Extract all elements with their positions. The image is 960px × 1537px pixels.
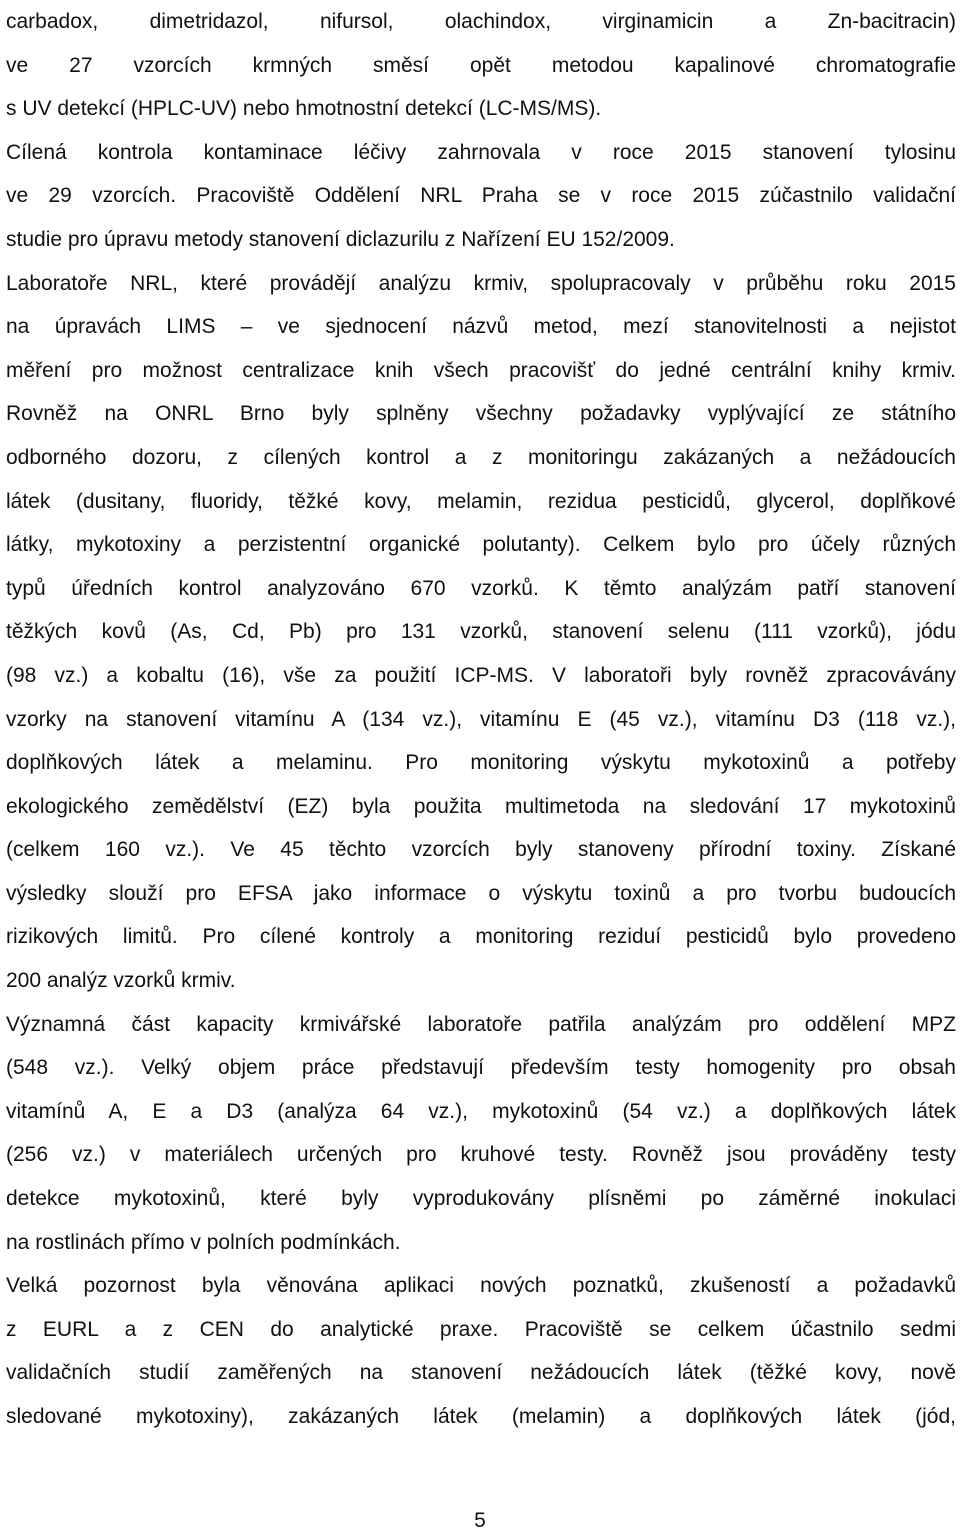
text-line: látky, mykotoxiny a perzistentní organické polutanty). Celkem bylo pro účely různých — [6, 533, 956, 557]
text-line: s UV detekcí (HPLC-UV) nebo hmotnostní detekcí (LC-MS/MS). — [6, 97, 602, 121]
text-line: Velká pozornost byla věnována aplikaci nových poznatků, zkušeností a požadavků — [6, 1274, 956, 1298]
text-line: Laboratoře NRL, které provádějí analýzu krmiv, spolupracovaly v průběhu roku 2015 — [6, 271, 956, 295]
body-text — [6, 0, 956, 1439]
text-line: ve 29 vzorcích. Pracoviště Oddělení NRL Praha se v roce 2015 zúčastnilo validační — [6, 184, 956, 208]
text-line: odborného dozoru, z cílených kontrol a z monitoringu zakázaných a nežádoucích — [6, 445, 956, 469]
text-line: Cílená kontrola kontaminace léčivy zahrnovala v roce 2015 stanovení tylosinu — [6, 140, 956, 164]
text-line: látek (dusitany, fluoridy, těžké kovy, melamin, rezidua pesticidů, glycerol, doplňkové — [6, 489, 956, 513]
text-line: (celkem 160 vz.). Ve 45 těchto vzorcích byly stanoveny přírodní toxiny. Získané — [6, 838, 956, 862]
text-line: sledované mykotoxiny), zakázaných látek (melamin) a doplňkových látek (jód, — [6, 1405, 956, 1428]
page-number: 5 — [474, 1509, 486, 1532]
text-line: studie pro úpravu metody stanovení diclazurilu z Nařízení EU 152/2009. — [6, 227, 675, 251]
text-line: rizikových limitů. Pro cílené kontroly a monitoring reziduí pesticidů bylo provedeno — [6, 925, 956, 949]
text-line: těžkých kovů (As, Cd, Pb) pro 131 vzorků, stanovení selenu (111 vzorků), jódu — [6, 620, 956, 644]
text-line: detekce mykotoxinů, které byly vyprodukovány plísněmi po záměrné inokulaci — [6, 1187, 956, 1211]
text-line: výsledky slouží pro EFSA jako informace o výskytu toxinů a pro tvorbu budoucích — [6, 881, 956, 905]
text-line: validačních studií zaměřených na stanovení nežádoucích látek (těžké kovy, nově — [6, 1361, 956, 1385]
text-line: typů úředních kontrol analyzováno 670 vzorků. K těmto analýzám patří stanovení — [6, 576, 956, 600]
text-line: Rovněž na ONRL Brno byly splněny všechny požadavky vyplývající ze státního — [6, 402, 956, 426]
text-line: na úpravách LIMS – ve sjednocení názvů metod, mezí stanovitelnosti a nejistot — [6, 315, 956, 339]
text-line: vitamínů A, E a D3 (analýza 64 vz.), mykotoxinů (54 vz.) a doplňkových látek — [6, 1099, 956, 1123]
text-line: vzorky na stanovení vitamínu A (134 vz.), vitamínu E (45 vz.), vitamínu D3 (118 vz.), — [6, 707, 956, 731]
text-line: ekologického zemědělství (EZ) byla použita multimetoda na sledování 17 mykotoxinů — [6, 794, 956, 818]
text-line: doplňkových látek a melaminu. Pro monitoring výskytu mykotoxinů a potřeby — [6, 751, 956, 775]
text-line: (98 vz.) a kobaltu (16), vše za použití ICP-MS. V laboratoři byly rovněž zpracovávány — [6, 663, 956, 687]
text-line: (256 vz.) v materiálech určených pro kruhové testy. Rovněž jsou prováděny testy — [6, 1143, 956, 1167]
text-line: Významná část kapacity krmivářské laboratoře patřila analýzám pro oddělení MPZ — [6, 1012, 956, 1036]
text-line: na rostlinách přímo v polních podmínkách. — [6, 1230, 401, 1254]
text-line: 200 analýz vzorků krmiv. — [6, 969, 236, 993]
text-line: z EURL a z CEN do analytické praxe. Pracoviště se celkem účastnilo sedmi — [6, 1317, 956, 1341]
text-line: (548 vz.). Velký objem práce představují především testy homogenity pro obsah — [6, 1056, 956, 1080]
text-line: ve 27 vzorcích krmných směsí opět metodou kapalinové chromatografie — [6, 53, 956, 77]
text-line: měření pro možnost centralizace knih všech pracovišť do jedné centrální knihy krmiv. — [6, 358, 956, 382]
text-line: carbadox, dimetridazol, nifursol, olachindox, virginamicin a Zn-bacitracin) — [6, 10, 956, 33]
